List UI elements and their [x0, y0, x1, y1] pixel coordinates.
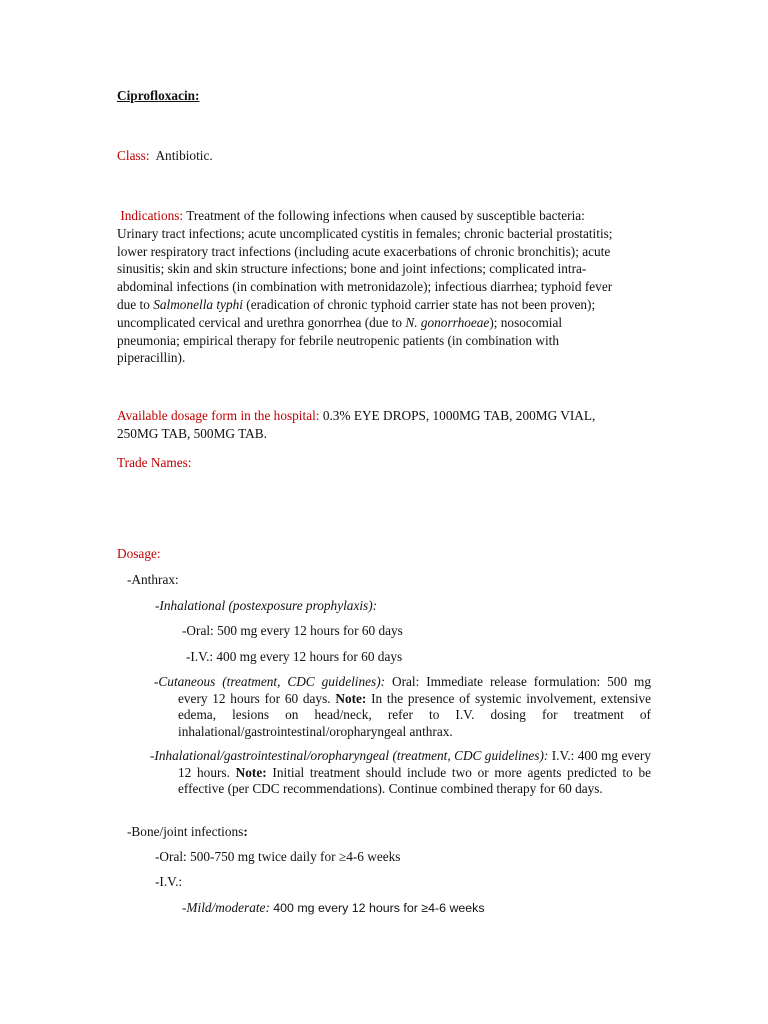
- indications-text-3: ); nosocomial pneumonia; empirical therapy for febrile neutropenic patients (in combination with piperacillin).: [117, 314, 563, 366]
- gi-heading: -Inhalational/gastrointestinal/oropharyngeal (treatment, CDC guidelines):: [150, 748, 549, 763]
- bone-mild-moderate-line: [182, 900, 485, 916]
- mild-moderate-dose: 400 mg every 12 hours for ≥4-6 weeks: [273, 901, 485, 915]
- indications-paragraph: [117, 207, 617, 367]
- bone-joint-colon: :: [243, 824, 248, 839]
- indications-text-2: (eradication of chronic typhoid carrier state has not been proven); uncomplicated cervical and urethra gonorrhea (due to: [117, 296, 596, 330]
- mild-moderate-label: -Mild/moderate:: [182, 900, 270, 915]
- dosage-forms-label: Available dosage form in the hospital:: [117, 408, 320, 423]
- gi-note: Initial treatment should include two or more agents predicted to be effective (per CDC recommendations). Continue combined therapy for 60 days.: [178, 764, 652, 797]
- gi-oropharyngeal-paragraph: [150, 748, 652, 798]
- organism-salmonella: Salmonella typhi: [153, 296, 243, 312]
- dosage-forms-paragraph: [117, 407, 637, 443]
- bone-oral-dose-text: -Oral: 500-750 mg twice daily for ≥4-6 weeks: [155, 849, 401, 864]
- gi-note-label: Note:: [235, 764, 267, 780]
- trade-names-label: Trade Names:: [117, 455, 192, 470]
- class-label: Class:: [117, 148, 150, 163]
- bone-joint-heading-text: -Bone/joint infections: [127, 824, 244, 839]
- gi-text: I.V.: 400 mg every 12 hours.: [178, 748, 651, 780]
- organism-gonorrhoeae: N. gonorrhoeae: [405, 314, 490, 330]
- indications-label: Indications:: [120, 208, 184, 223]
- cutaneous-heading: -Cutaneous (treatment, CDC guidelines):: [154, 674, 386, 689]
- bone-iv-heading: -I.V.:: [155, 874, 183, 889]
- anthrax-iv-dose: -I.V.: 400 mg every 12 hours for 60 days: [186, 649, 403, 664]
- bone-oral-dose: [155, 849, 400, 865]
- dosage-forms-value: 0.3% EYE DROPS, 1000MG TAB, 200MG VIAL, 250MG TAB, 500MG TAB.: [117, 408, 596, 441]
- bone-joint-heading: [127, 824, 248, 840]
- cutaneous-note: In the presence of systemic involvement, extensive edema, lesions on head/neck, refer to I.V. dosing for treatment of inhalational/gastrointestinal/oropharyngeal anthrax.: [178, 690, 652, 739]
- class-line: [117, 148, 213, 164]
- cutaneous-text: Oral: Immediate release formulation: 500 mg every 12 hours for 60 days.: [178, 674, 651, 706]
- indications-text-1: Treatment of the following infections when caused by susceptible bacteria: Urinary tract infections; acute uncomplicated cystitis in females; chronic bacterial prostatitis; lower respiratory tract infections (including acute exacerbations of chronic bronchitis); acute sinusitis; skin and skin structure infections; bone and joint infections; complicated intra-abdominal infections (in combination with metronidazole); infectious diarrhea; typhoid fever due to: [117, 208, 613, 312]
- inhalational-heading: -Inhalational (postexposure prophylaxis):: [155, 598, 378, 613]
- cutaneous-paragraph: [154, 674, 652, 740]
- anthrax-oral-dose: -Oral: 500 mg every 12 hours for 60 days: [182, 623, 403, 638]
- cutaneous-note-label: Note:: [335, 690, 367, 706]
- anthrax-heading: -Anthrax:: [127, 572, 179, 587]
- drug-title: Ciprofloxacin:: [117, 88, 200, 103]
- dosage-label: Dosage:: [117, 546, 161, 561]
- class-value: Antibiotic.: [155, 148, 213, 163]
